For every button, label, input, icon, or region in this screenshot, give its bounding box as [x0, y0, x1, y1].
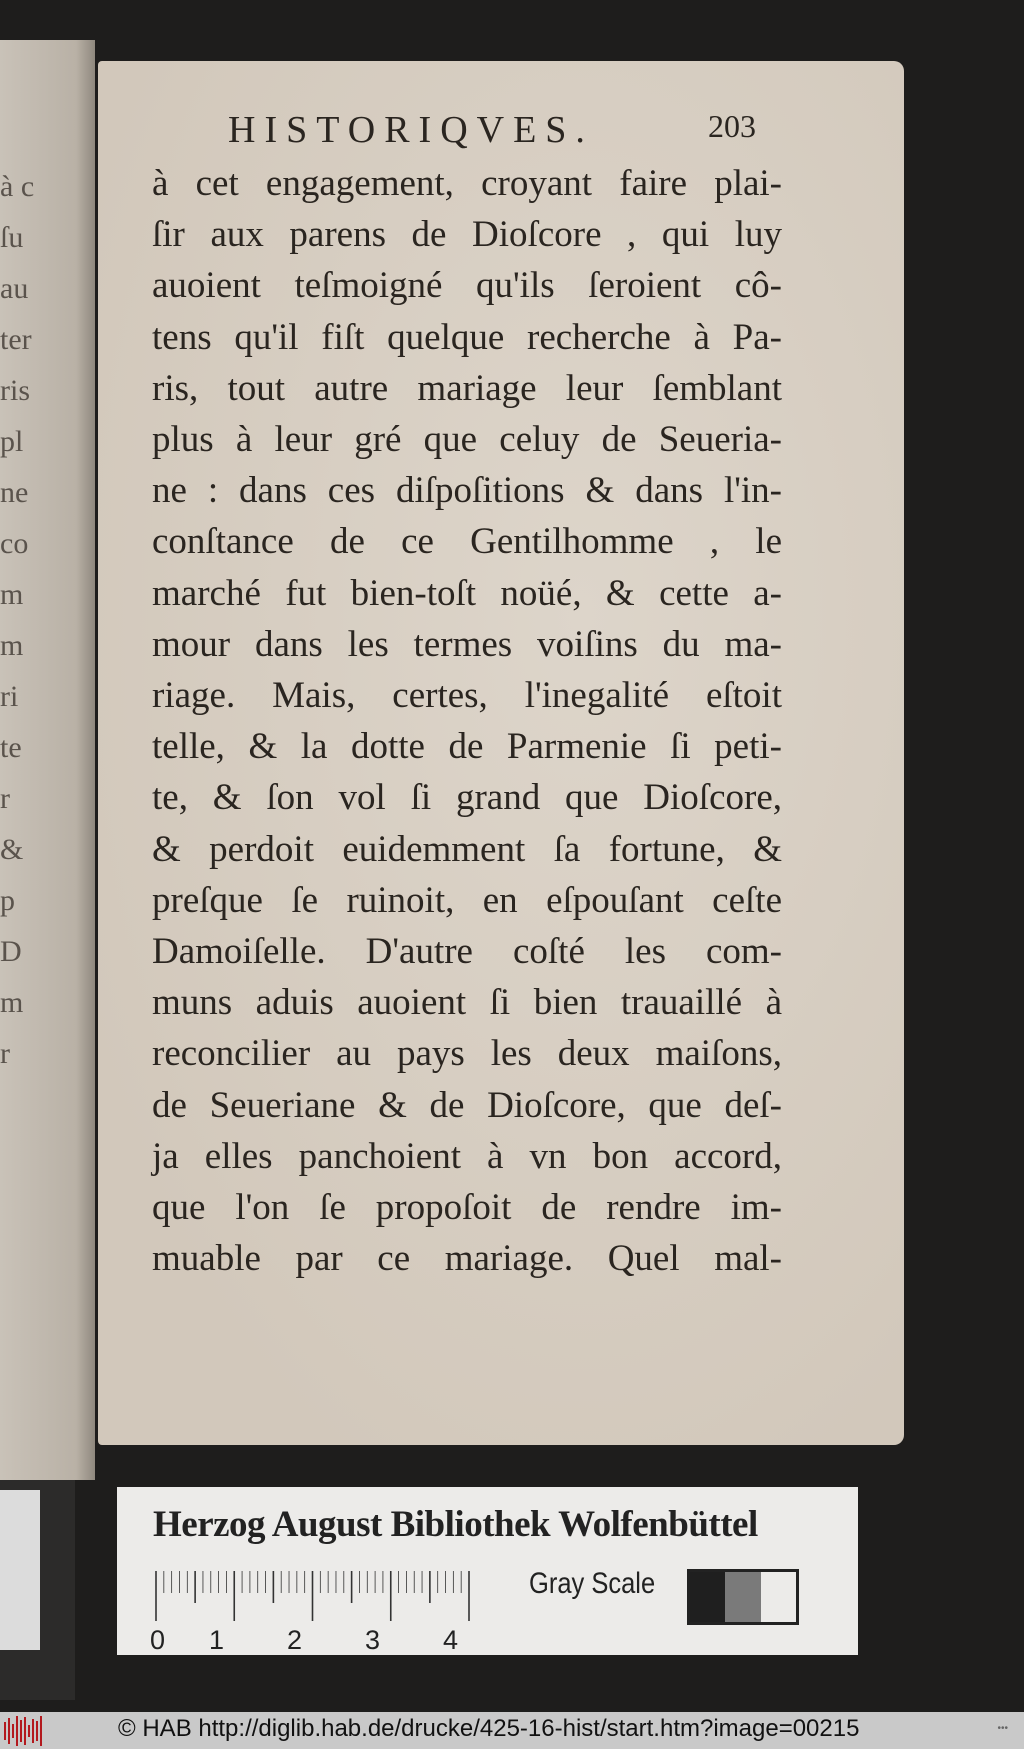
facing-page-fragment: au — [0, 272, 29, 305]
text-line: Damoiſelle. D'autre coſté les com- — [152, 931, 782, 973]
logo-bar — [16, 1716, 18, 1746]
logo-bar — [12, 1724, 14, 1738]
text-line: te, & ſon vol ſi grand que Dioſcore, — [152, 777, 782, 819]
ruler-scale — [154, 1569, 474, 1629]
text-line: & perdoit euidemment ſa fortune, & — [152, 828, 782, 870]
footer-bar — [0, 1712, 1024, 1749]
facing-page-fragment: & — [0, 833, 24, 866]
text-line: reconcilier au pays les deux maiſons, — [152, 1033, 782, 1075]
more-icon: ••• — [997, 1723, 1008, 1734]
text-line: riage. Mais, certes, l'inegalité eſtoit — [152, 675, 782, 717]
text-line: mour dans les termes voiſins du ma- — [152, 623, 782, 665]
facing-page-fragment: r — [0, 1037, 10, 1070]
ruler-label: 4 — [443, 1625, 459, 1655]
gray-scale-swatches — [687, 1569, 799, 1625]
hab-logo-icon — [4, 1716, 44, 1746]
facing-page-fragment: ter — [0, 323, 32, 356]
logo-bar — [20, 1720, 22, 1742]
text-line: plus à leur gré que celuy de Seueria- — [152, 419, 782, 461]
facing-page-fragment: ſu — [0, 221, 24, 254]
calibration-card — [117, 1487, 858, 1655]
logo-bar — [28, 1725, 30, 1737]
logo-bar — [4, 1722, 6, 1740]
logo-bar — [32, 1719, 34, 1743]
running-head: HISTORIQVES. — [228, 109, 594, 151]
text-line: ſir aux parens de Dioſcore , qui luy — [152, 214, 782, 256]
text-line: tens qu'il fiſt quelque recherche à Pa- — [152, 316, 782, 358]
card-stub — [0, 1490, 40, 1650]
ruler-label: 0 — [150, 1625, 166, 1655]
text-line: marché fut bien-toſt noüé, & cette a- — [152, 572, 782, 614]
text-line: auoient teſmoigné qu'ils ſeroient cô- — [152, 265, 782, 307]
text-line: muns aduis auoient ſi bien trauaillé à — [152, 982, 782, 1024]
gray-swatch — [725, 1572, 760, 1622]
facing-page-fragment: pl — [0, 425, 24, 458]
logo-bar — [8, 1718, 10, 1744]
facing-page-fragment: m — [0, 986, 24, 1019]
facing-page-fragment: ne — [0, 476, 29, 509]
facing-page-fragment: te — [0, 731, 22, 764]
facing-page-fragment: r — [0, 782, 10, 815]
ruler-label: 1 — [209, 1625, 225, 1655]
ruler-label: 2 — [287, 1625, 303, 1655]
logo-bar — [24, 1717, 26, 1745]
logo-bar — [40, 1716, 42, 1746]
gray-swatch — [761, 1572, 796, 1622]
text-line: ne : dans ces diſpoſitions & dans l'in- — [152, 470, 782, 512]
ruler-label: 3 — [365, 1625, 381, 1655]
facing-page-edge — [0, 40, 95, 1480]
page-number: 203 — [708, 108, 756, 144]
text-line: de Seueriane & de Dioſcore, que deſ- — [152, 1084, 782, 1126]
facing-page-fragment: co — [0, 527, 29, 560]
text-line: ris, tout autre mariage leur ſemblant — [152, 367, 782, 409]
text-line: que l'on ſe propoſoit de rendre im- — [152, 1187, 782, 1229]
gray-scale-label: Gray Scale — [529, 1567, 656, 1600]
text-line: conſtance de ce Gentilhomme , le — [152, 521, 782, 563]
library-name: Herzog August Bibliothek Wolfenbüttel — [153, 1504, 758, 1545]
text-line: ja elles panchoient à vn bon accord, — [152, 1135, 782, 1177]
facing-page-fragment: m — [0, 578, 24, 611]
facing-page-fragment: m — [0, 629, 24, 662]
facing-page-fragment: ri — [0, 680, 19, 713]
facing-page-fragment: p — [0, 884, 15, 917]
logo-bar — [36, 1721, 38, 1741]
text-line: preſque ſe ruinoit, en eſpouſant ceſte — [152, 879, 782, 921]
gray-swatch — [690, 1572, 725, 1622]
facing-page-fragment: D — [0, 935, 22, 968]
facing-page-fragment: ris — [0, 374, 30, 407]
copyright-link[interactable]: © HAB http://diglib.hab.de/drucke/425-16-hist/start.htm?image=00215 — [118, 1715, 860, 1742]
text-line: telle, & la dotte de Parmenie ſi peti- — [152, 726, 782, 768]
facing-page-fragment: à c — [0, 170, 35, 203]
text-line: muable par ce mariage. Quel mal- — [152, 1238, 782, 1280]
text-line: à cet engagement, croyant faire plai- — [152, 163, 782, 204]
page-text — [152, 158, 782, 1284]
